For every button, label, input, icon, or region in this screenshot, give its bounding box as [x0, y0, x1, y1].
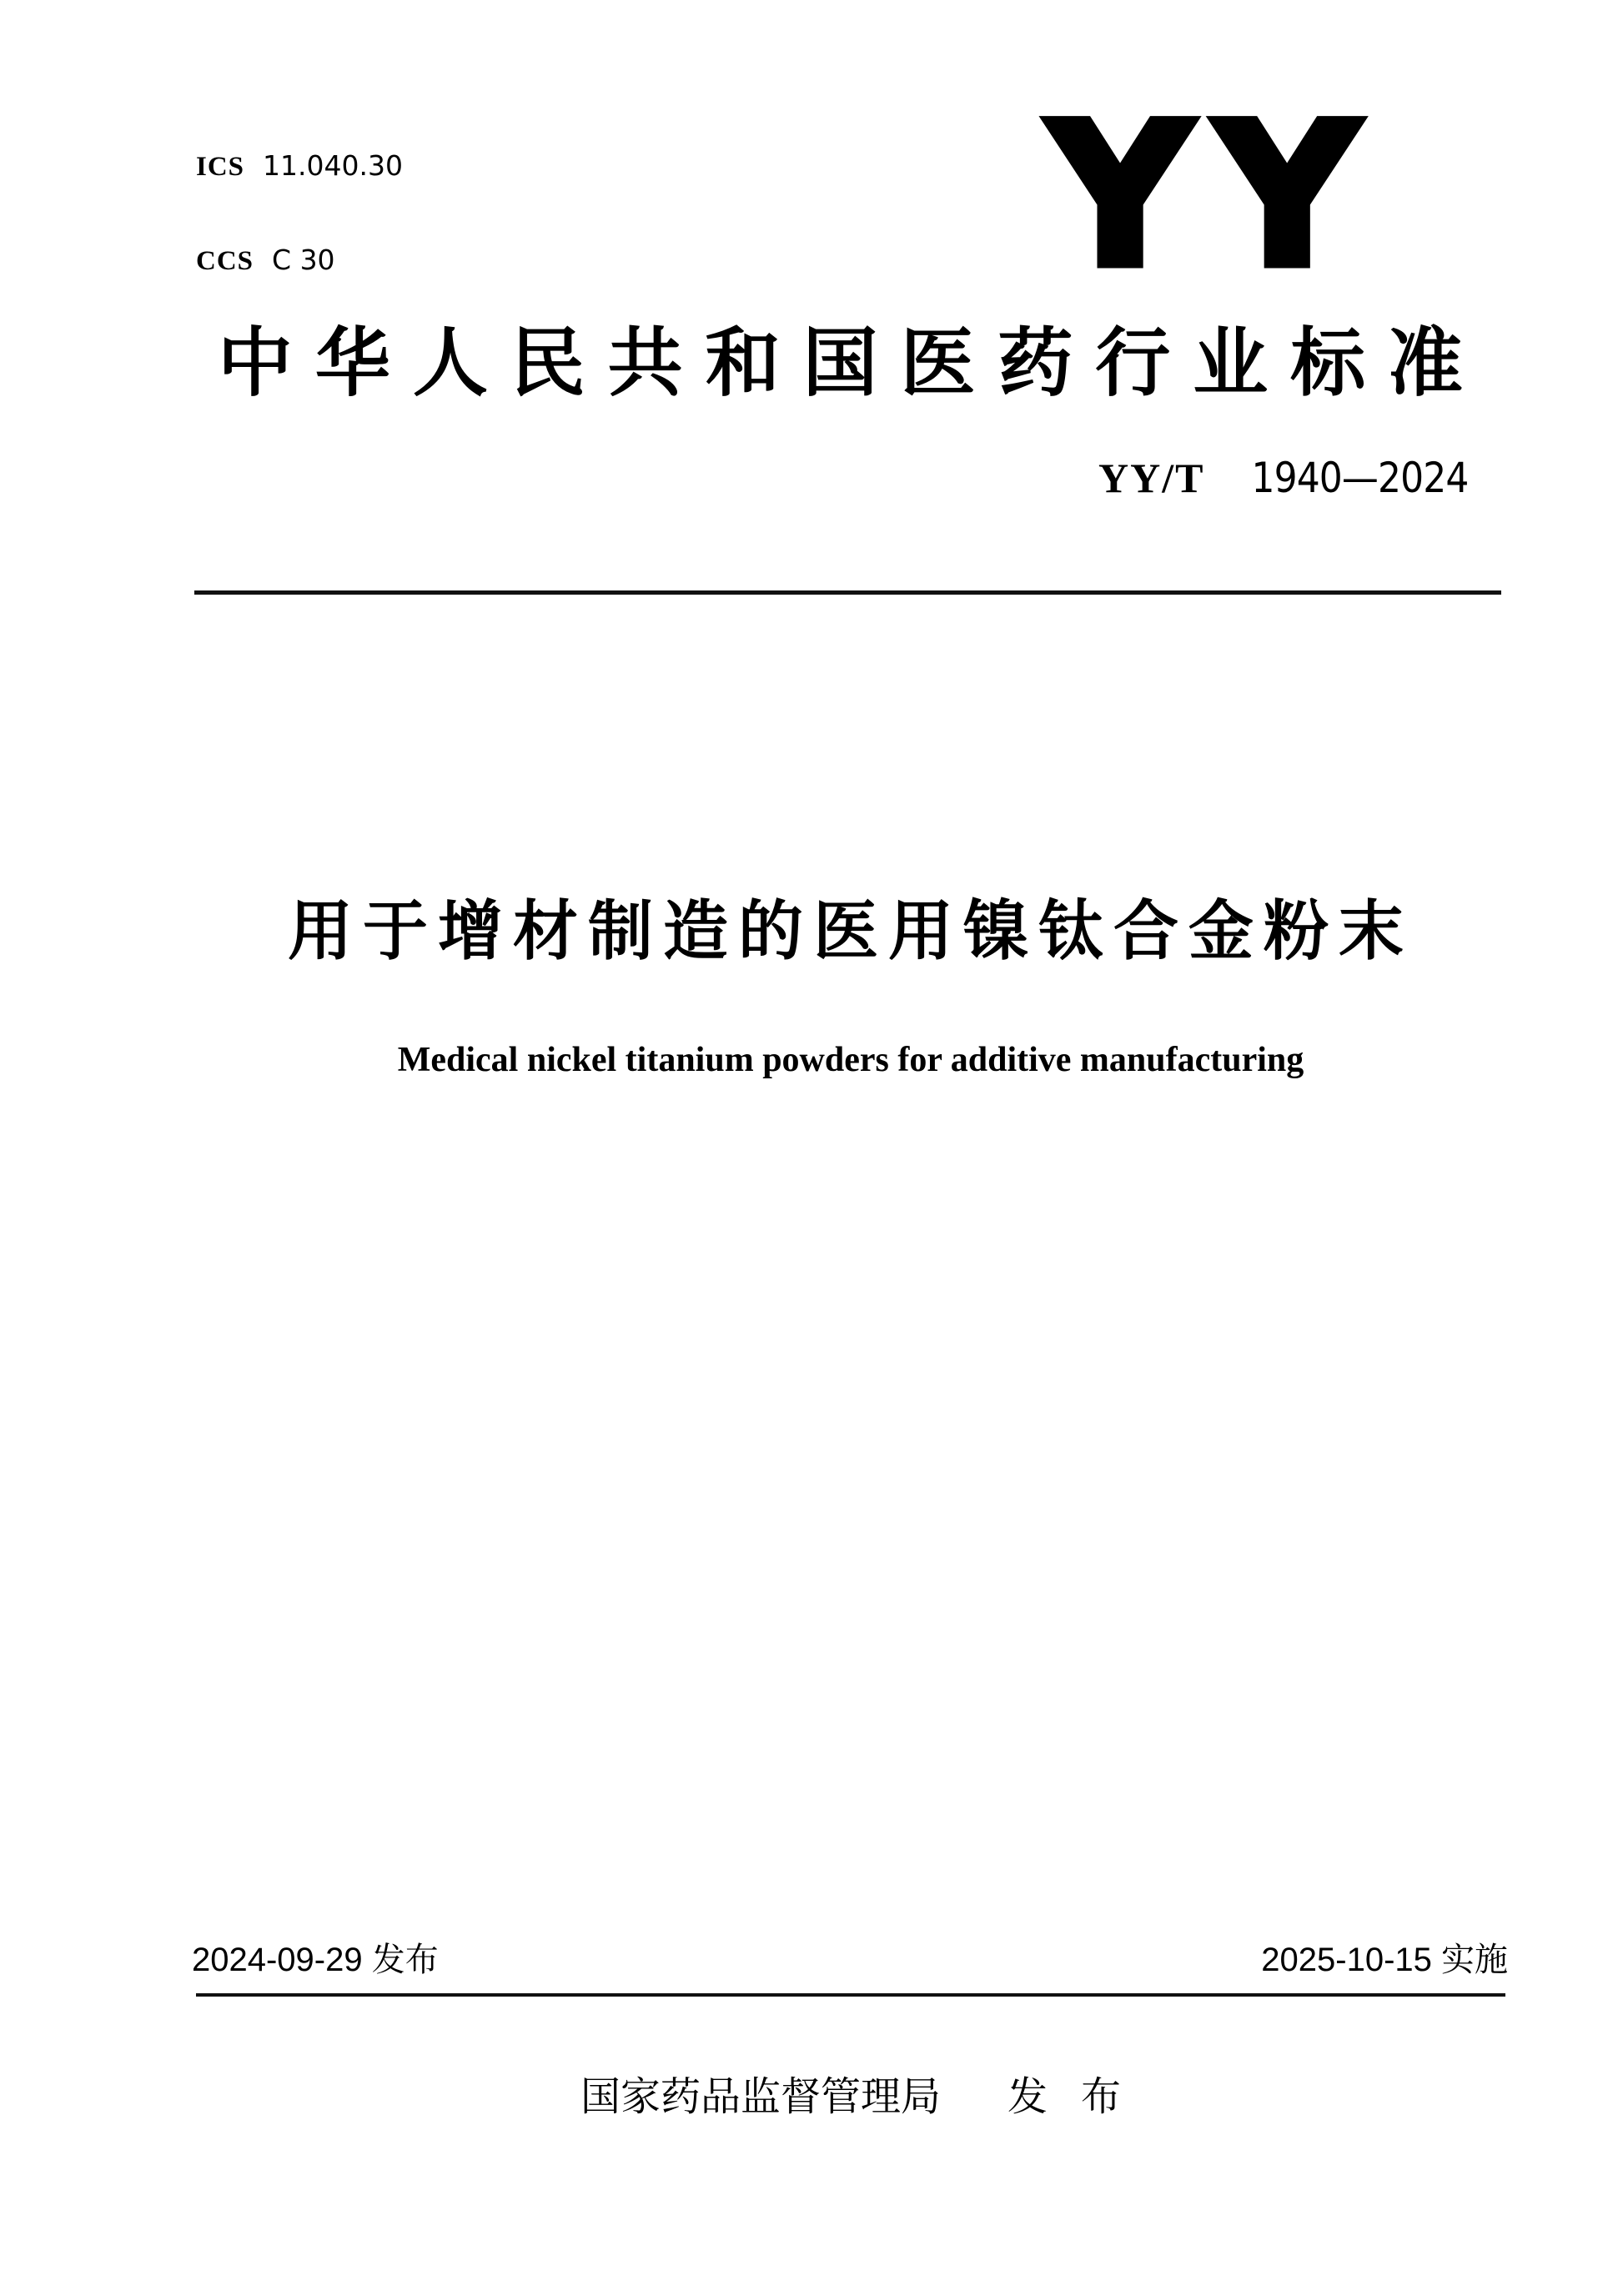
- ics-value: 11.040.30: [263, 149, 403, 182]
- standard-category-title: 中华人民共和国医药行业标准: [218, 323, 1463, 405]
- release-date: 2024-09-29 发布: [192, 1942, 439, 1978]
- classification-codes: [196, 88, 403, 339]
- standard-number-value: 1940—2024: [1250, 454, 1468, 502]
- standard-number-prefix: YY/T: [1098, 455, 1205, 501]
- ics-label: ICS: [196, 152, 245, 182]
- ccs-label: CCS: [196, 246, 254, 276]
- yy-standard-logo: YY: [1049, 83, 1384, 310]
- footer-divider-line: [196, 1993, 1505, 1997]
- implement-date: 2025-10-15 实施: [1261, 1942, 1508, 1978]
- standard-number: [1098, 455, 1468, 501]
- ccs-value: C 30: [272, 244, 335, 276]
- publisher-line: 国家药品监督管理局 发 布: [580, 2075, 1122, 2119]
- header-divider-line: [194, 590, 1501, 595]
- document-title-chinese: 用于增材制造的医用镍钛合金粉末: [287, 894, 1414, 967]
- ics-code-row: [196, 150, 403, 183]
- date-row: [192, 1940, 1508, 1980]
- ccs-code-row: [196, 244, 403, 277]
- document-title-english: Medical nickel titanium powders for additive manufacturing: [397, 1041, 1304, 1079]
